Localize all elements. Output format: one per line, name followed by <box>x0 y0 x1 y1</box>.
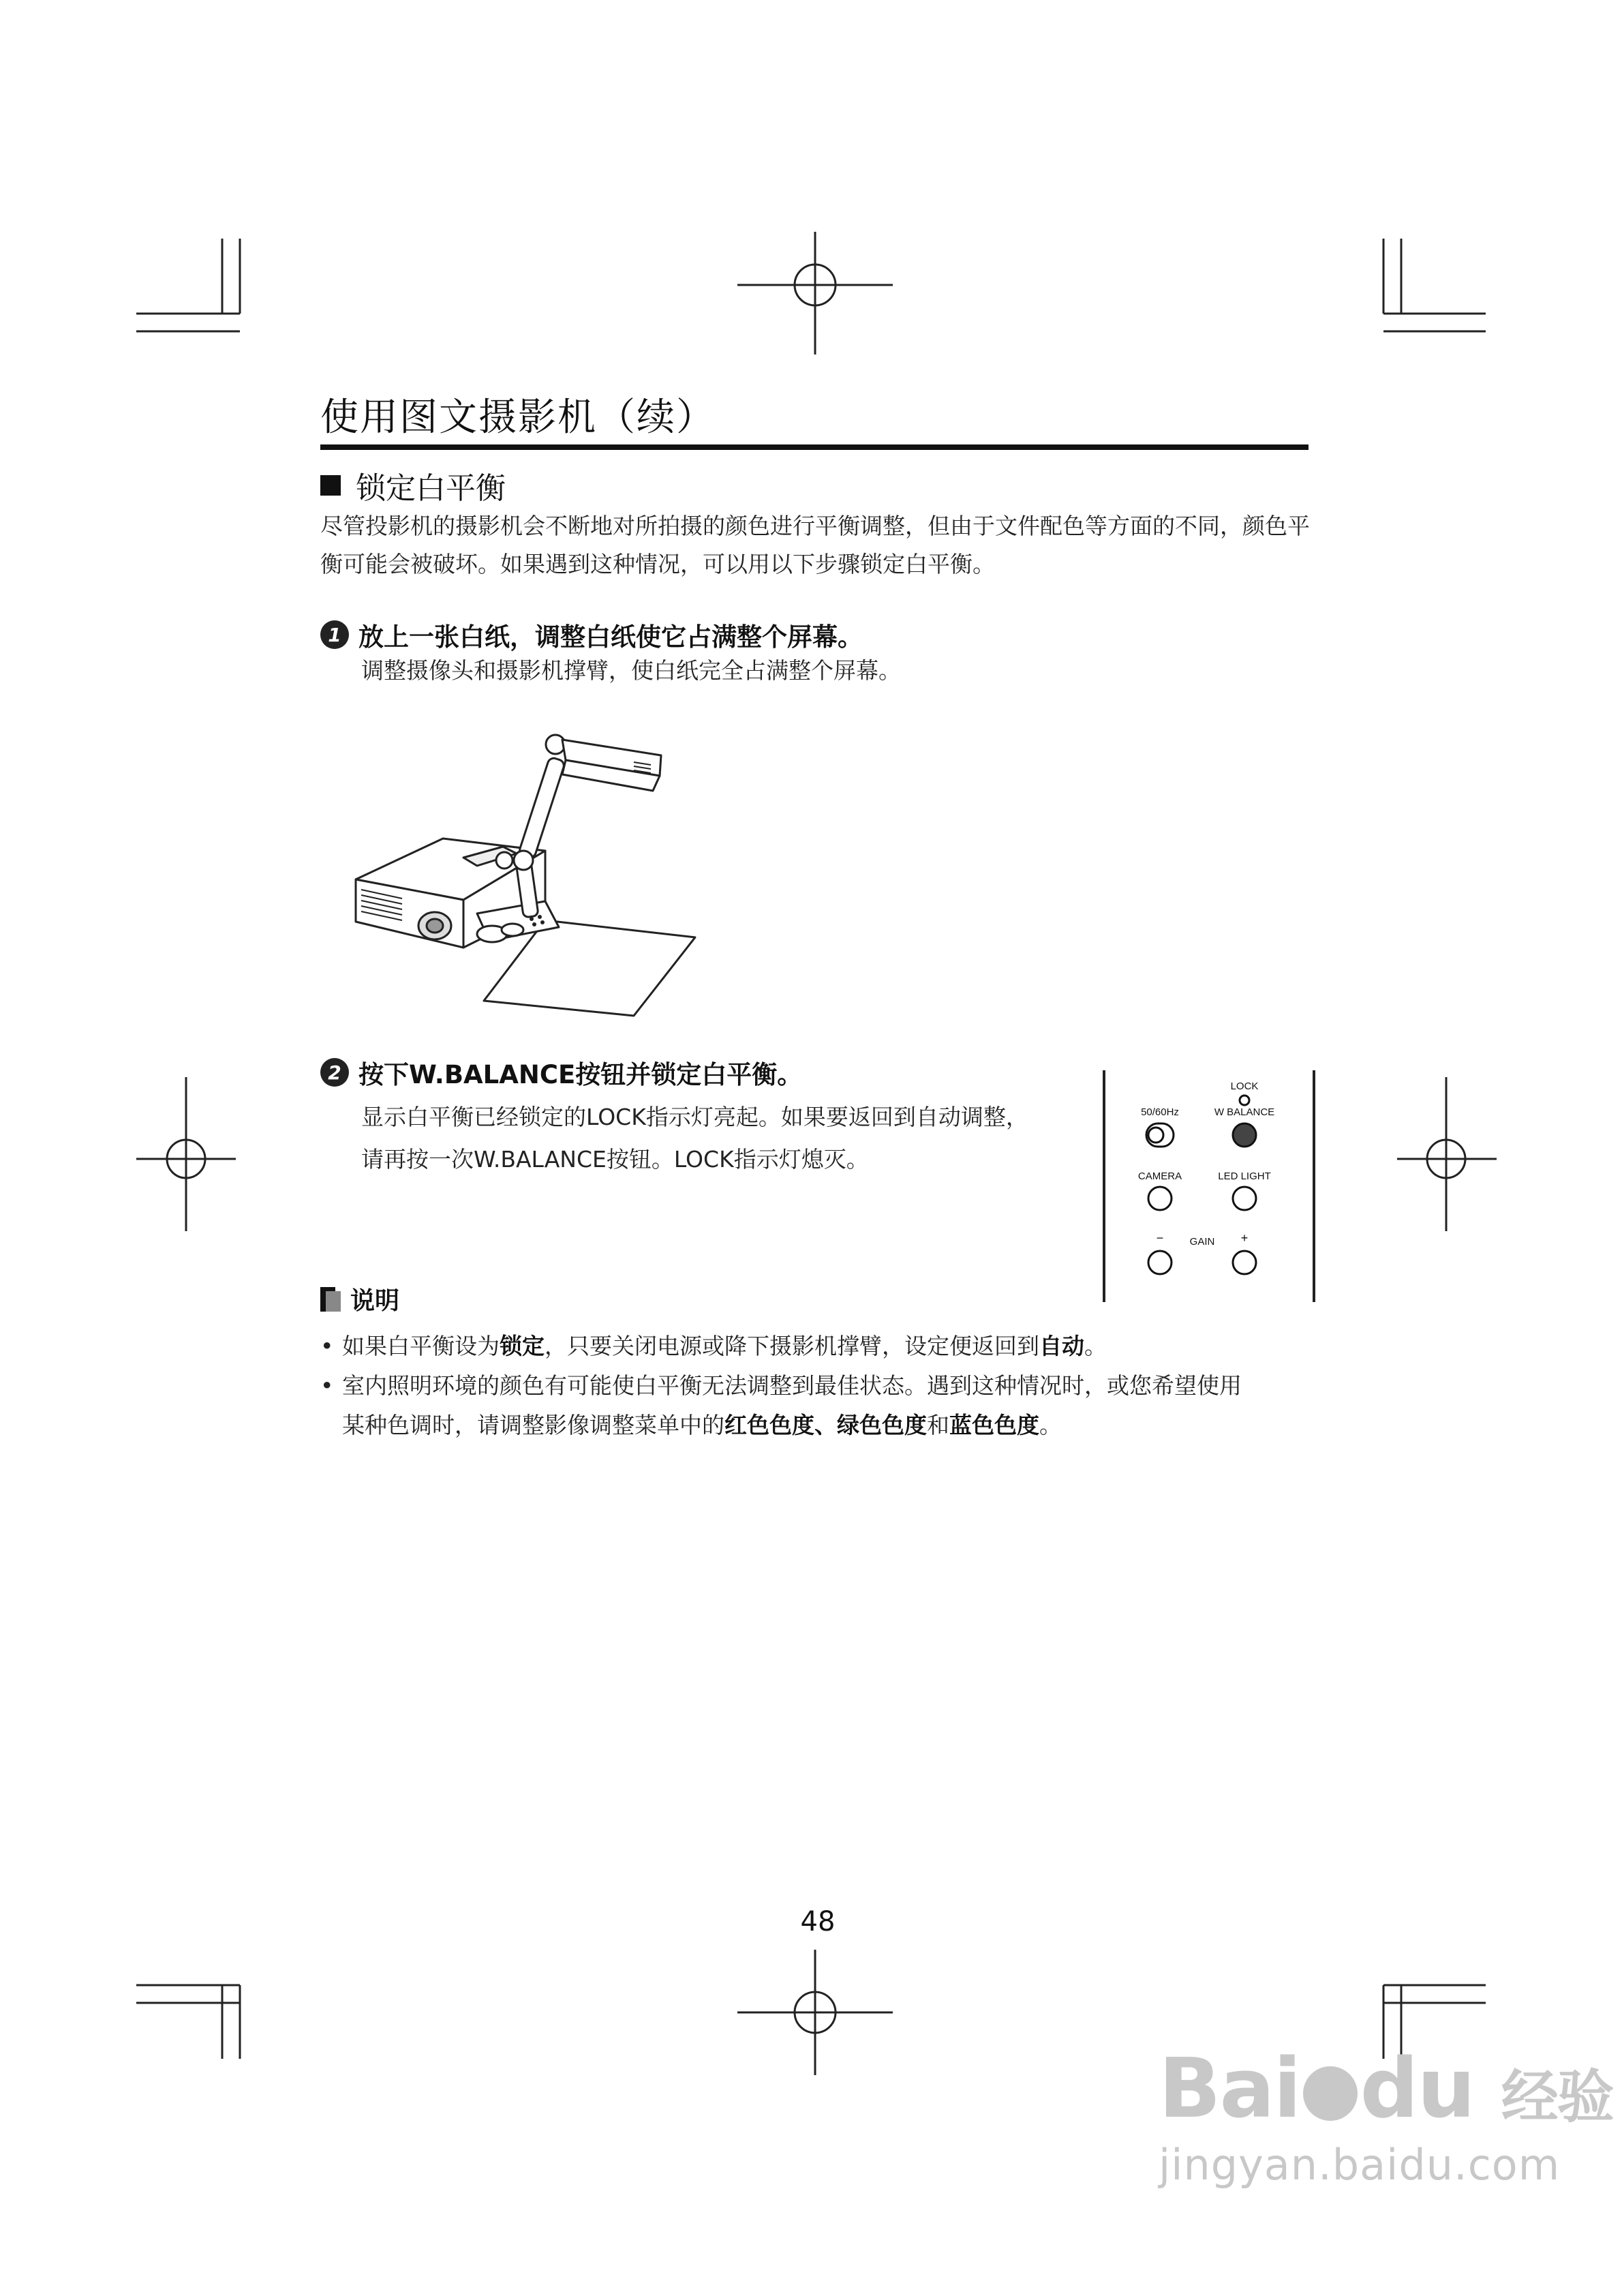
w-balance-button[interactable] <box>1233 1123 1256 1147</box>
w-balance-label: W BALANCE <box>1214 1106 1275 1118</box>
step-2-body <box>361 1096 1084 1181</box>
note-icon <box>320 1287 341 1312</box>
minus-label: − <box>1156 1231 1164 1245</box>
led-light-label: LED LIGHT <box>1218 1170 1271 1182</box>
step-2-heading-text: 按下W.BALANCE按钮并锁定白平衡。 <box>358 1060 803 1089</box>
gain-plus-button[interactable] <box>1233 1251 1256 1274</box>
led-light-button[interactable] <box>1233 1187 1256 1210</box>
step-2-body-line-2: 请再按一次W.BALANCE按钮。LOCK指示灯熄灭。 <box>361 1146 869 1173</box>
gain-label: GAIN <box>1189 1236 1215 1248</box>
note-heading <box>320 1282 399 1316</box>
watermark-logo: Bai du 经验 <box>1159 2042 1613 2136</box>
step-1-body: 调整摄像头和摄影机撑臂，使白纸完全占满整个屏幕。 <box>361 657 901 684</box>
step-1-heading-text: 放上一张白纸，调整白纸使它占满整个屏幕。 <box>358 622 863 652</box>
hz-switch-knob-icon <box>1148 1128 1163 1143</box>
note-heading-text: 说明 <box>350 1287 400 1315</box>
page-number: 48 <box>800 1906 836 1937</box>
watermark-url: jingyan.baidu.com <box>1159 2140 1561 2190</box>
watermark <box>1159 2042 1613 2190</box>
gain-minus-button[interactable] <box>1148 1251 1172 1274</box>
bold-term-green: 绿色色度 <box>837 1412 927 1438</box>
bold-term-red: 红色色度 <box>724 1412 814 1438</box>
step-2-number-icon: 2 <box>320 1058 349 1087</box>
camera-button[interactable] <box>1148 1187 1172 1210</box>
bold-term-blue: 蓝色色度 <box>949 1412 1039 1438</box>
control-panel-buttons <box>1103 1070 1310 1302</box>
step-2-heading <box>320 1054 802 1091</box>
title-rule <box>320 444 1309 450</box>
bold-term-lock: 锁定 <box>500 1333 545 1359</box>
section-heading <box>320 464 506 507</box>
square-bullet-icon <box>320 475 341 496</box>
lock-indicator-icon <box>1240 1096 1249 1105</box>
step-1-number-icon: 1 <box>320 620 349 649</box>
note-bullet-1: • 如果白平衡设为锁定，只要关闭电源或降下摄影机撑臂，设定便返回到自动。 <box>320 1327 1322 1366</box>
step-1-heading <box>320 616 863 653</box>
projector-camera-illustration <box>341 702 709 1023</box>
bold-term-auto: 自动 <box>1039 1333 1084 1359</box>
page-title: 使用图文摄影机（续） <box>320 395 716 440</box>
paw-logo-icon <box>1303 2066 1358 2121</box>
hz-label: 50/60Hz <box>1141 1106 1179 1118</box>
note-bullet-2: • 室内照明环境的颜色有可能使白平衡无法调整到最佳状态。遇到这种情况时，或您希望使用 某种色调时，请调整影像调整菜单中的红色色度、绿色色度和蓝色色度。 <box>320 1366 1322 1445</box>
plus-label: + <box>1240 1231 1249 1245</box>
step-2-body-line-1: 显示白平衡已经锁定的LOCK指示灯亮起。如果要返回到自动调整， <box>361 1104 1028 1130</box>
section-heading-text: 锁定白平衡 <box>356 471 506 506</box>
camera-label: CAMERA <box>1137 1170 1182 1182</box>
lock-label: LOCK <box>1230 1081 1259 1092</box>
intro-paragraph: 尽管投影机的摄影机会不断地对所拍摄的颜色进行平衡调整，但由于文件配色等方面的不同，颜色平衡可能会被破坏。如果遇到这种情况，可以用以下步骤锁定白平衡。 <box>320 513 1310 577</box>
note-bullets <box>320 1327 1322 1445</box>
